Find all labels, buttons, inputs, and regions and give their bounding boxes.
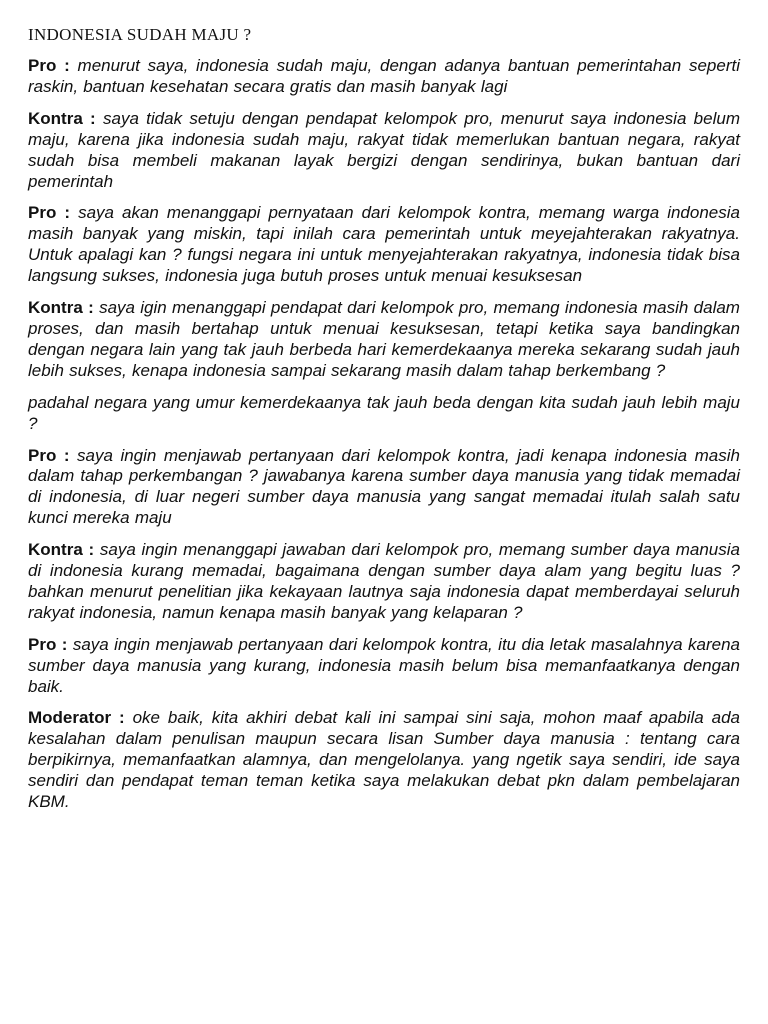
speaker-label: Pro : xyxy=(28,445,70,465)
debate-paragraph xyxy=(28,298,740,382)
debate-paragraph xyxy=(28,446,740,530)
debate-paragraph xyxy=(28,540,740,624)
debate-paragraph xyxy=(28,56,740,98)
paragraph-text: padahal negara yang umur kemerdekaanya tak jauh beda dengan kita sudah jauh lebih maju ? xyxy=(28,392,740,433)
debate-paragraph xyxy=(28,635,740,698)
speaker-label: Pro : xyxy=(28,634,68,654)
paragraph-text: saya ingin menjawab pertanyaan dari kelompok kontra, jadi kenapa indonesia masih dalam tahap perkembangan ? jawabanya karena sumber daya manusia yang tidak memadai di indonesia, di luar negeri sumber daya manusia yang sangat memadai itulah salah satu kunci mereka maju xyxy=(28,445,740,528)
speaker-label: Kontra : xyxy=(28,540,95,560)
debate-paragraph xyxy=(28,203,740,287)
speaker-label: Pro : xyxy=(28,203,71,223)
speaker-label: Moderator : xyxy=(28,708,125,728)
document-title: INDONESIA SUDAH MAJU ? xyxy=(28,25,252,44)
paragraph-text: saya igin menanggapi pendapat dari kelompok pro, memang indonesia masih dalam proses, dan masih bertahap untuk menuai kesuksesan, tetapi ketika saya bandingkan dengan negara lain yang tak jauh berbeda hari kemerdekaanya mereka sekarang sudah jauh lebih sukses, kenapa indonesia sampai sekarang masih dalam tahap berkembang ? xyxy=(28,298,740,380)
debate-paragraph xyxy=(28,393,740,435)
speaker-label: Kontra : xyxy=(28,298,94,318)
paragraph-text: saya tidak setuju dengan pendapat kelompok pro, menurut saya indonesia belum maju, karena jika indonesia sudah maju, rakyat tidak memerlukan bantuan negara, rakyat sudah bisa membeli makanan layak bergizi dengan sendirinya, bukan bantuan dari pemerintah xyxy=(28,108,740,191)
paragraph-text: saya akan menanggapi pernyataan dari kelompok kontra, memang warga indonesia masih banyak yang miskin, tapi inilah cara pemerintah untuk meyejahterakan rakyatnya. Untuk apalagi kan ? fungsi negara ini untuk menyejahterakan rakyatnya, indonesia tidak bisa langsung sukses, indonesia juga butuh proses untuk menuai kesuksesan xyxy=(28,203,740,286)
paragraph-text: oke baik, kita akhiri debat kali ini sampai sini saja, mohon maaf apabila ada kesalahan dalam penulisan maupun secara lisan Sumber daya manusia : tentang cara berpikirnya, memanfaatkan alamnya, dan mengelolanya. yang ngetik saya sendiri, ide saya sendiri dan pendapat teman teman ketika saya melakukan debat pkn dalam pembelajaran KBM. xyxy=(28,708,740,812)
debate-paragraph xyxy=(28,708,740,813)
paragraph-text: menurut saya, indonesia sudah maju, dengan adanya bantuan pemerintahan seperti raskin, bantuan kesehatan secara gratis dan masih banyak lagi xyxy=(28,56,740,96)
debate-paragraph xyxy=(28,109,740,193)
speaker-label: Pro : xyxy=(28,56,70,75)
paragraph-text: saya ingin menjawab pertanyaan dari kelompok kontra, itu dia letak masalahnya karena sumber daya manusia yang kurang, indonesia masih belum bisa memanfaatkanya dengan baik. xyxy=(28,634,740,696)
document-page xyxy=(28,24,740,824)
paragraph-text: saya ingin menanggapi jawaban dari kelompok pro, memang sumber daya manusia di indonesia kurang memadai, bagaimana dengan sumber daya alam yang begitu luas ? bahkan menurut penelitian jika kekayaan lautnya saja indonesia dapat memberdayai seluruh rakyat indonesia, namun kenapa masih banyak yang kelaparan ? xyxy=(28,540,740,622)
speaker-label: Kontra : xyxy=(28,108,96,128)
